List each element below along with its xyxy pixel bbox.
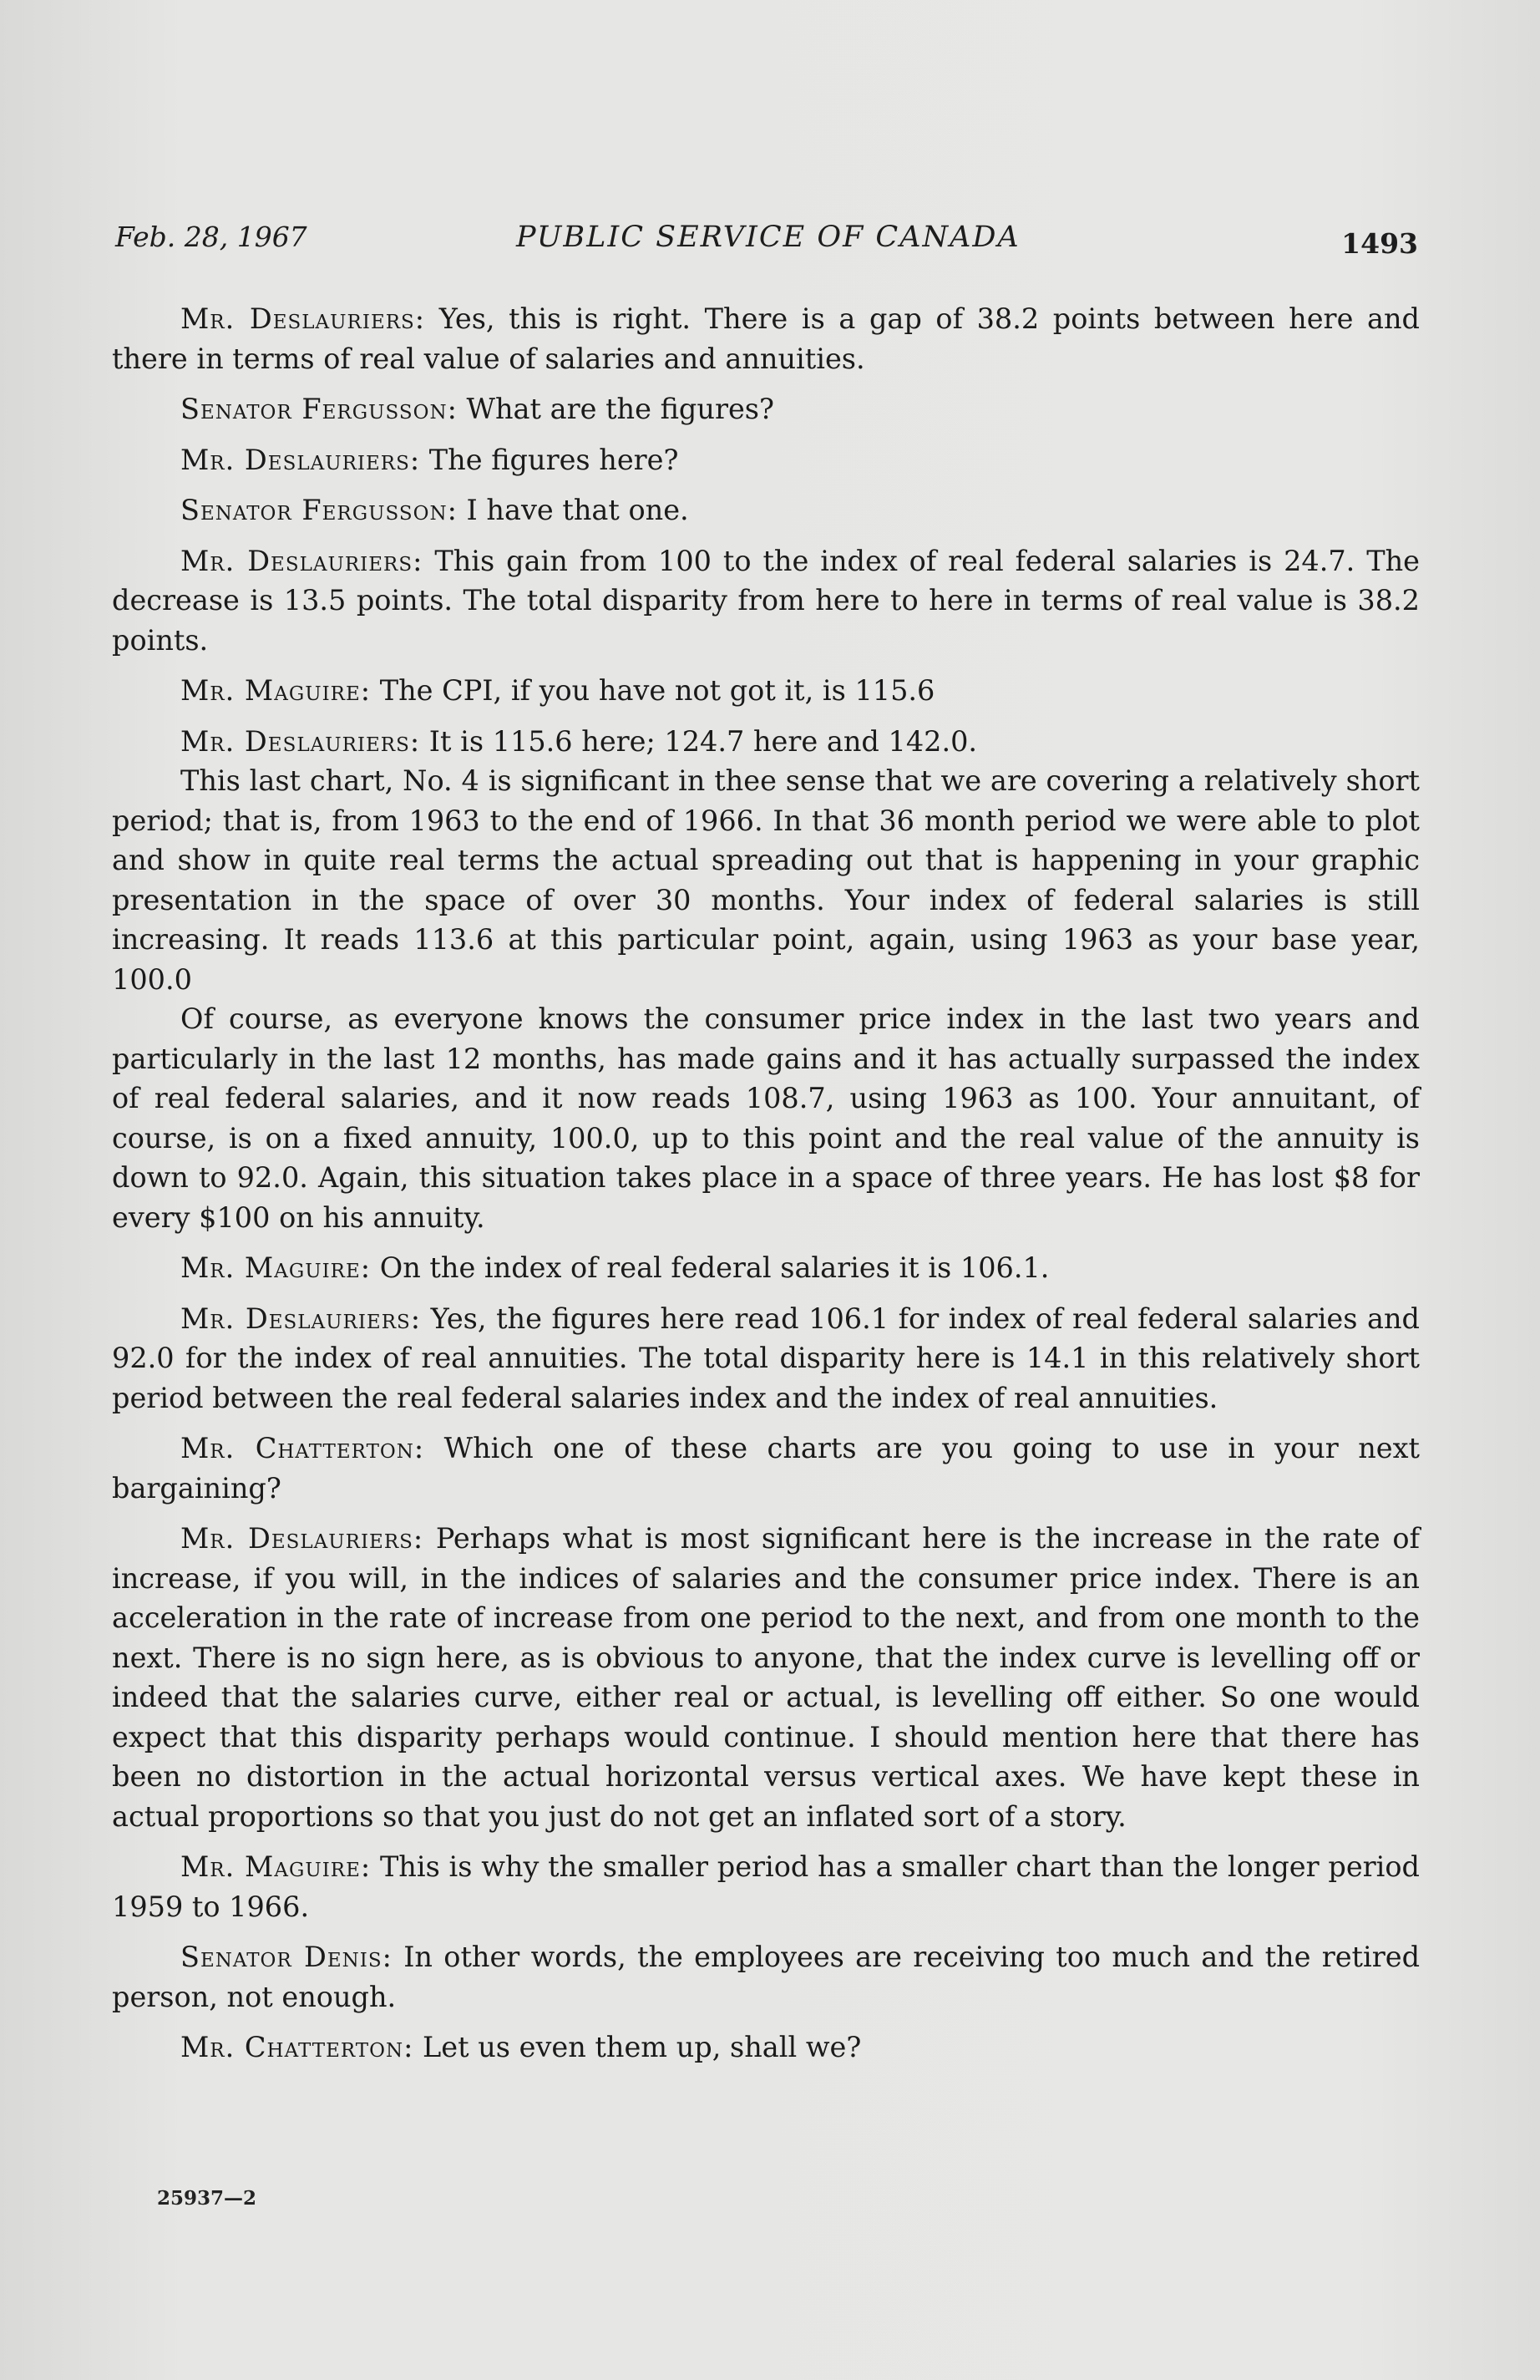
paragraph-2 [112,389,1420,429]
paragraph-10 [112,1248,1420,1288]
paragraph-text: Yes, this is right. There is a gap of 38.2 points between here and there in terms of real value of salaries and annuities. [112,302,1420,375]
page-number: 1493 [1341,227,1418,260]
paragraph-1 [112,299,1420,378]
paragraph-text: This gain from 100 to the index of real federal salaries is 24.7. The decrease is 13.5 points. The total disparity from here to here in terms of real value is 38.2 points. [112,544,1420,657]
paragraph-text: This is why the smaller period has a smaller chart than the longer period 1959 to 1966. [112,1850,1420,1923]
speaker-name: Mr. Deslauriers: [180,302,426,335]
paragraph-text: Let us even them up, shall we? [413,2031,862,2063]
printer-signature: 25937—2 [157,2187,257,2210]
speaker-name: Senator Fergusson: [180,393,458,425]
paragraph-11 [112,1299,1420,1418]
paragraph-14 [112,1847,1420,1926]
paragraph-text: The figures here? [420,443,679,476]
paragraph-text: I have that one. [457,494,689,526]
speaker-name: Mr. Maguire: [180,674,372,707]
speaker-name: Senator Denis: [180,1941,393,1973]
speaker-name: Mr. Deslauriers: [180,544,423,577]
paragraph-text: It is 115.6 here; 124.7 here and 142.0. [420,724,978,758]
transcript-body [112,299,1420,2068]
paragraph-13 [112,1519,1420,1836]
speaker-name: Mr. Maguire: [180,1850,372,1883]
paragraph-text: Of course, as everyone knows the consumer price index in the last two years and particularly in the last 12 months, has made gains and it has actually surpassed the index of real federal salaries, and it now reads 108.7, using 1963 as 100. Your annuitant, of course, is on a fixed annuity, 100.0, up to this point and the real value of the annuity is down to 92.0. Again, this situation takes place in a space of three years. He has lost $8 for every $100 on his annuity. [112,1002,1420,1234]
speaker-name: Mr. Deslauriers: [180,1522,424,1555]
paragraph-text: The CPI, if you have not got it, is 115.6 [371,674,935,707]
paragraph-text: In other words, the employees are receiving too much and the retired person, not enough. [112,1941,1421,2013]
running-header [115,216,1418,266]
paragraph-text: Which one of these charts are you going to use in your next bargaining? [112,1432,1420,1505]
header-date: Feb. 28, 1967 [115,221,307,253]
paragraph-text: Perhaps what is most significant here is the increase in the rate of increase, if you will, in the indices of salaries and the consumer price index. There is an acceleration in the rate of increase from one period to the next, and from one month to the next. There is no sign here, as is obvious to anyone, that the index curve is levelling off or indeed that the salaries curve, either real or actual, is levelling off either. So one would expect that this disparity perhaps would continue. I should mention here that there has been no distortion in the actual horizontal versus vertical axes. We have kept these in actual proportions so that you just do not get an inflated sort of a story. [112,1522,1420,1833]
speaker-name: Mr. Chatterton: [180,2031,414,2063]
paragraph-text: What are the figures? [457,393,774,425]
paragraph-16 [112,2027,1420,2068]
paragraph-8 [112,761,1420,999]
paragraph-text: On the index of real federal salaries it is 106.1. [371,1251,1050,1284]
speaker-name: Mr. Maguire: [180,1251,372,1284]
paragraph-text: This last chart, No. 4 is significant in thee sense that we are covering a relatively short period; that is, from 1963 to the end of 1966. In that 36 month period we were able to plot and show in quite real terms the actual spreading out that is happening in your graphic presentation in the space of over 30 months. Your index of federal salaries is still increasing. It reads 113.6 at this particular point, again, using 1963 as your base year, 100.0 [112,764,1420,996]
header-title: PUBLIC SERVICE OF CANADA [516,221,1021,254]
paragraph-5 [112,541,1420,661]
paragraph-9 [112,999,1420,1237]
paragraph-3 [112,440,1420,480]
speaker-name: Senator Fergusson: [180,494,458,526]
speaker-name: Mr. Deslauriers: [180,724,421,758]
paragraph-4 [112,490,1420,530]
speaker-name: Mr. Deslauriers: [180,443,421,476]
paragraph-15 [112,1937,1420,2017]
speaker-name: Mr. Chatterton: [180,1432,425,1464]
speaker-name: Mr. Deslauriers: [180,1302,422,1335]
paragraph-6 [112,671,1420,711]
paragraph-12 [112,1429,1420,1508]
paragraph-text: Yes, the figures here read 106.1 for index of real federal salaries and 92.0 for the index of real annuities. The total disparity here is 14.1 in this relatively short period between the real federal salaries index and the index of real annuities. [112,1302,1420,1414]
paragraph-7 [112,722,1420,762]
